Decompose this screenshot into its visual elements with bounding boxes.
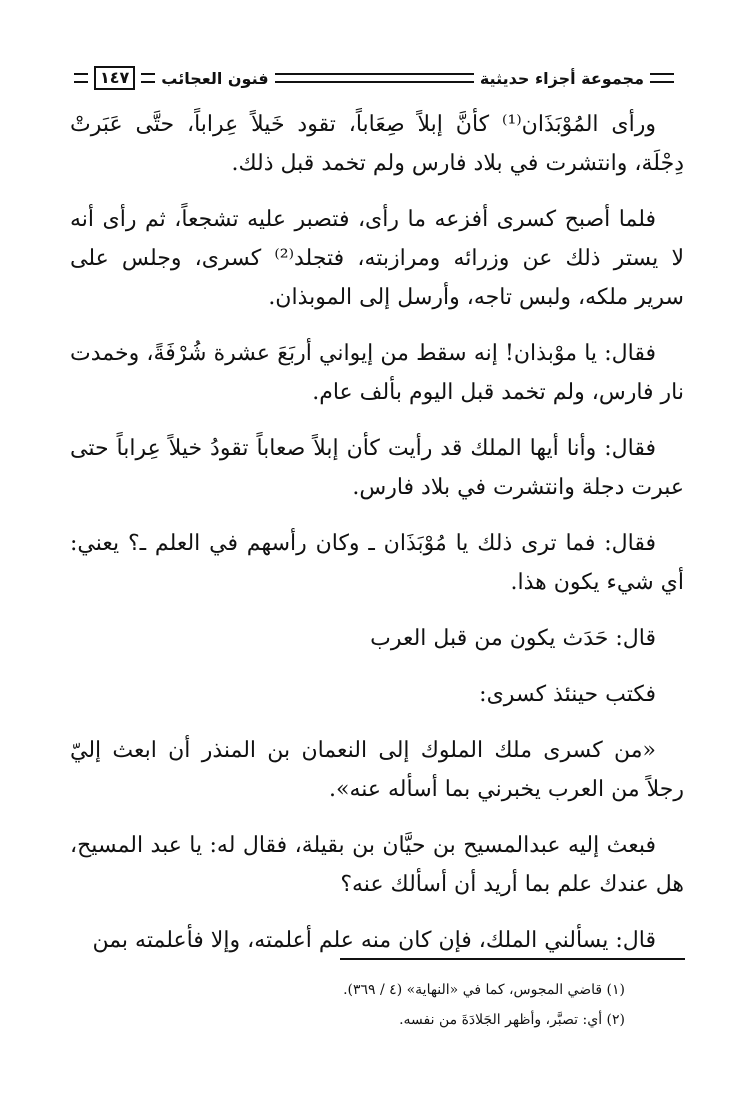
book-title: فنون العجائب [161, 68, 269, 88]
header-rule-left [74, 73, 88, 83]
paragraph: ورأى المُوْبَذَان⁽¹⁾ كأنَّ إبلاً صِعَاباً، تقود خَيلاً عِراباً، حتَّى عَبَرتْ دِجْلَة، وانتشرت في بلاد فارس ولم تخمد قبل ذلك. [70, 112, 684, 176]
running-header [68, 58, 680, 98]
paragraph: فلما أصبح كسرى أفزعه ما رأى، فتصبر عليه تشجعاً، ثم رأى أنه لا يستر ذلك عن وزرائه ومرازبته، فتجلد⁽²⁾ كسرى، وجلس على سرير ملكه، ولبس تاجه، وأرسل إلى الموبذان. [70, 207, 684, 310]
paragraph: فقال: وأنا أيها الملك قد رأيت كأن إبلاً صعاباً تقودُ خيلاً عِراباً حتى عبرت دجلة وانتشرت في بلاد فارس. [70, 436, 684, 500]
collection-title: مجموعة أجزاء حديثية [479, 68, 644, 88]
header-rule-right [650, 73, 674, 83]
paragraph: فبعث إليه عبدالمسيح بن حيَّان بن بقيلة، فقال له: يا عبد المسيح، هل عندك علم بما أريد أن أسألك عنه؟ [70, 833, 684, 897]
paragraph: فكتب حينئذ كسرى: [479, 682, 656, 707]
paragraph: «من كسرى ملك الملوك إلى النعمان بن المنذر أن ابعث إليّ رجلاً من العرب يخبرني بما أسأله عنه». [70, 738, 684, 802]
header-rule-short [141, 73, 155, 83]
main-text [70, 105, 684, 977]
paragraph: فقال: فما ترى ذلك يا مُوْبَذَان ـ وكان رأسهم في العلم ـ؟ يعني: أي شيء يكون هذا. [70, 531, 684, 595]
paragraph: فقال: يا موْبذان! إنه سقط من إيواني أربَعَ عشرة شُرْفَةً، وخمدت نار فارس، ولم تخمد قبل اليوم بألف عام. [70, 341, 684, 405]
footnote: (١) قاضي المجوس، كما في «النهاية» (٤ / ٣٦٩). [343, 982, 625, 998]
paragraph: قال: حَدَث يكون من قبل العرب [370, 626, 656, 651]
paragraph: قال: يسألني الملك، فإن كان منه علم أعلمته، وإلا فأعلمته بمن [92, 928, 656, 953]
page-number: ١٤٧ [94, 66, 135, 90]
header-rule-middle [275, 73, 474, 83]
footnotes [71, 975, 685, 1035]
footnote: (٢) أي: تصبَّر، وأظهر الجَلادَةَ من نفسه. [399, 1012, 625, 1028]
footnote-divider [340, 958, 685, 960]
